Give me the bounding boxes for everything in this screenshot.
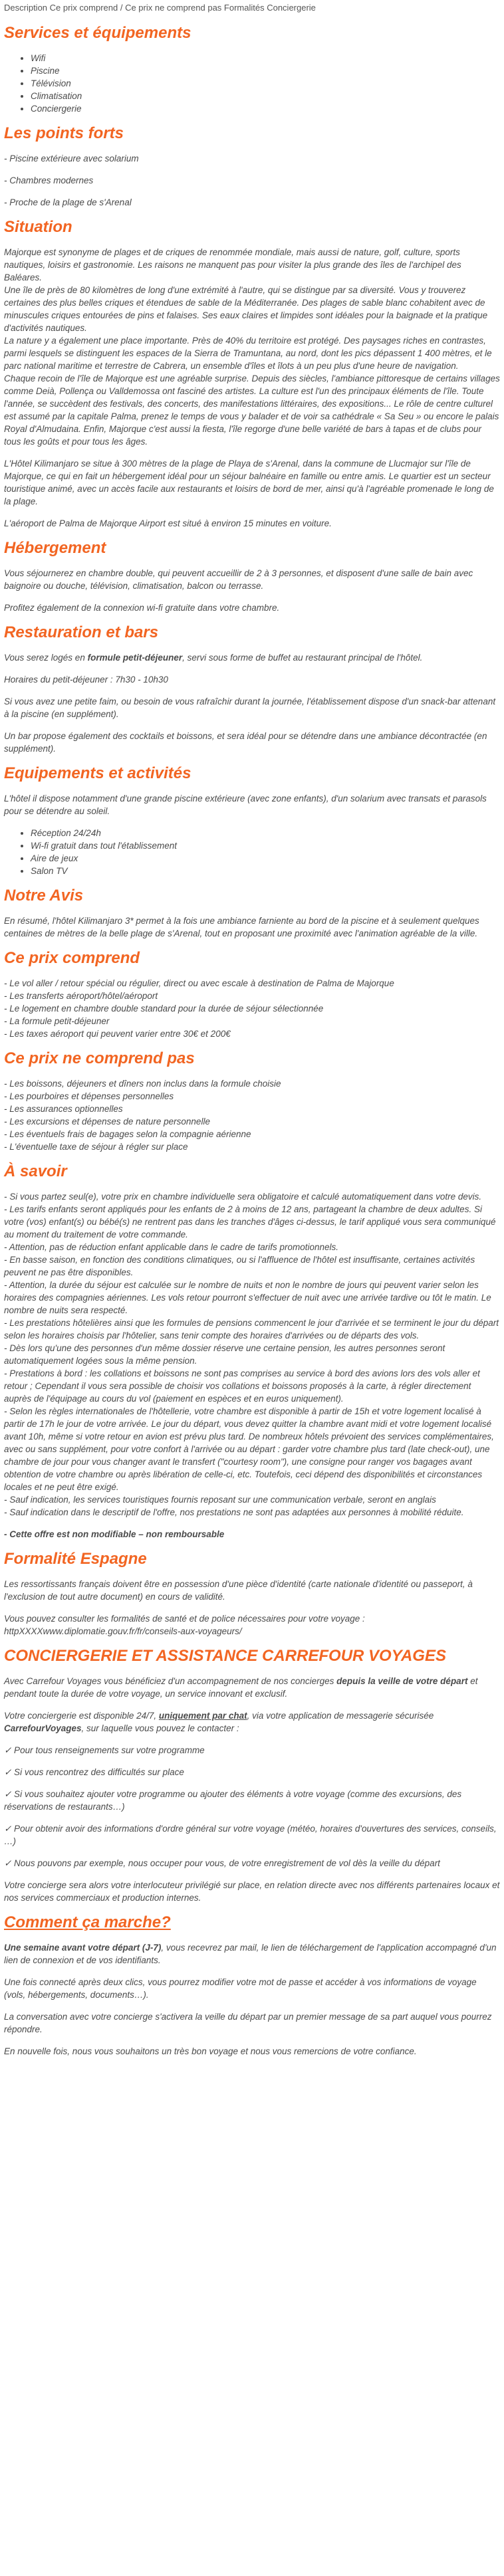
paragraph: Vous séjournerez en chambre double, qui peuvent accueillir de 2 à 3 personnes, et disposent d'une salle de bain avec baignoire ou douche, télévision, climatisation, balcon ou terrasse. (4, 568, 473, 591)
list-item: • Télévision (31, 77, 500, 90)
list-item: - Les prestations hôtelières ainsi que les formules de pensions commencent le jour d'arrivée et se terminent le jour du départ selon les horaires choisis par l'hôtelier, sans tenir compte des horaires d'arrivées ou de départs des vols. (4, 1318, 499, 1341)
equipements-list (4, 827, 500, 877)
list-item: • Climatisation (31, 90, 500, 102)
list-item: ✓ Pour obtenir avoir des informations d'ordre général sur votre voyage (météo, horaires d'ouvertures des services, conseils, …) (4, 1824, 497, 1846)
section-ne-comprend (4, 1049, 500, 1153)
list-item: - Dès lors qu'une des personnes d'un même dossier réserve une certaine pension, les autres personnes seront automatiquement logées sous la même pension. (4, 1343, 445, 1366)
paragraph: Un bar propose également des cocktails et boissons, et sera idéal pour se détendre dans une ambiance décontractée (en supplément). (4, 731, 487, 754)
list-item: - Sauf indication, les services touristiques fournis reposant sur une communication verbale, seront en anglais (4, 1495, 436, 1505)
paragraph: Une semaine avant votre départ (J-7), vous recevrez par mail, le lien de téléchargement de l'application accompagné d'un lien de connexion et de vos identifiants. (4, 1943, 497, 1965)
paragraph: Horaires du petit-déjeuner : 7h30 - 10h30 (4, 675, 168, 685)
list-item: - Selon les règles internationales de l'hôtellerie, votre chambre est disponible à partir de 15h et votre logement localisé à partir de 17h le jour de votre arrivée. Le jour du départ, vous devez quitter la chambre avant midi et votre logement localisé avant 10h, même si votre retour en avion est prévu plus tard. De nombreux hôtels prévoient des services complémentaires, avec ou sans supplément, pour votre confort à l'arrivée ou au départ : garder votre chambre plus tard (late check-out), une chambre de jour pour vous changer avant le transfert ("courtesy room"), une consigne pour ranger vos bagages avant obtention de votre chambre ou après libération de celle-ci, etc. Toutefois, ceci dépend des disponibilités et circonstances locales et ne peut être exigé. (4, 1406, 494, 1492)
paragraph: En résumé, l'hôtel Kilimanjaro 3* permet à la fois une ambiance farniente au bord de la piscine et à seulement quelques centaines de mètres de la belle plage de s'Arenal, tout en proposant une proximité avec l'animation agréable de la ville. (4, 916, 479, 938)
list-item: ✓ Si vous souhaitez ajouter votre programme ou ajouter des éléments à votre voyage (comme des excursions, des réservations de restaurants…) (4, 1789, 462, 1812)
list-item: • Réception 24/24h (31, 827, 500, 839)
services-list (4, 52, 500, 115)
paragraph: L'hôtel il dispose notamment d'une grande piscine extérieure (avec zone enfants), d'un solarium avec transats et parasols pour se détendre au soleil. (4, 794, 487, 816)
paragraph: Vous serez logés en formule petit-déjeuner, servi sous forme de buffet au restaurant principal de l'hôtel. (4, 653, 423, 663)
section-restauration (4, 623, 500, 755)
breadcrumb: Description Ce prix comprend / Ce prix ne comprend pas Formalités Conciergerie (4, 3, 316, 13)
section-comprend (4, 949, 500, 1040)
paragraph: L'Hôtel Kilimanjaro se situe à 300 mètres de la plage de Playa de s'Arenal, dans la commune de Llucmajor sur l'île de Majorque, ce qui en fait un hébergement idéal pour un séjour balnéaire en famille ou entre amis. Le quartier est un secteur touristique animé, avec un accès facile aux restaurants et loisirs de bord de mer, ainsi qu'à l'agréable promenade le long de la plage. (4, 459, 494, 506)
list-item: - Les excursions et dépenses de nature personnelle (4, 1117, 210, 1127)
list-item: ✓ Nous pouvons par exemple, nous occuper pour vous, de votre enregistrement de vol dès la veille du départ (4, 1858, 440, 1868)
list-item: • Wi-fi gratuit dans tout l'établissement (31, 839, 500, 852)
conciergerie-title: CONCIERGERIE ET ASSISTANCE CARREFOUR VOYAGES (4, 1647, 446, 1665)
equipements-title: Equipements et activités (4, 764, 191, 782)
avis-title: Notre Avis (4, 887, 84, 905)
list-item: • Salon TV (31, 865, 500, 877)
list-item: - En basse saison, en fonction des conditions climatiques, ou si l'affluence de l'hôtel est insuffisante, certaines activités peuvent ne pas être disponibles. (4, 1255, 475, 1277)
list-item: - Chambres modernes (4, 175, 94, 185)
paragraph: L'aéroport de Palma de Majorque Airport est situé à environ 15 minutes en voiture. (4, 518, 332, 528)
paragraph: Une fois connecté après deux clics, vous pourrez modifier votre mot de passe et accéder à vos informations de voyage (vols, hébergements, documents…). (4, 1977, 477, 2000)
list-item: - Le logement en chambre double standard pour la durée de séjour sélectionnée (4, 1004, 324, 1014)
section-situation (4, 218, 500, 530)
list-item: - Si vous partez seul(e), votre prix en chambre individuelle sera obligatoire et calculé automatiquement dans votre devis. (4, 1192, 482, 1202)
paragraph: Profitez également de la connexion wi-fi gratuite dans votre chambre. (4, 603, 280, 613)
list-item: - Les transferts aéroport/hôtel/aéroport (4, 991, 158, 1001)
section-conciergerie (4, 1647, 500, 1904)
section-hebergement (4, 539, 500, 614)
list-item: • Piscine (31, 64, 500, 77)
hebergement-title: Hébergement (4, 539, 106, 557)
paragraph: Une île de près de 80 kilomètres de long d'une extrémité à l'autre, qui se distingue par sa diversité. Vous y trouverez certaines des plus belles criques et étendues de sable de la Méditerranée. Des plages de sable blanc cohabitent avec de minuscules criques entourées de pins et falaises. Ses eaux claires et limpides sont idéales pour la baignade et la pratique d'activités nautiques. (4, 285, 488, 333)
situation-title: Situation (4, 218, 72, 236)
list-item: - Le vol aller / retour spécial ou régulier, direct ou avec escale à destination de Palma de Majorque (4, 978, 394, 988)
list-item: - Les pourboires et dépenses personnelles (4, 1091, 174, 1101)
comment-title: Comment ça marche? (4, 1913, 171, 1931)
section-points-forts (4, 124, 500, 209)
services-title: Services et équipements (4, 24, 191, 42)
section-services (4, 24, 500, 115)
section-comment (4, 1913, 500, 2058)
list-item: - Attention, la durée du séjour est calculée sur le nombre de nuits et non le nombre de jours qui peuvent varier selon les horaires des compagnies aériennes. Les vols retour pourront s'effectuer de nuit avec une arrivée tardive ou tôt le matin. Le nombre de nuits sera respecté. (4, 1280, 491, 1315)
savoir-title: À savoir (4, 1162, 67, 1180)
list-item: - Sauf indication dans le descriptif de l'offre, nos prestations ne sont pas adaptées aux personnes à mobilité réduite. (4, 1507, 464, 1517)
paragraph: Vous pouvez consulter les formalités de santé et de police nécessaires pour votre voyage : (4, 1614, 365, 1624)
list-item: - Les taxes aéroport qui peuvent varier entre 30€ et 200€ (4, 1029, 231, 1039)
non-modifiable-note: - Cette offre est non modifiable – non remboursable (4, 1529, 225, 1539)
list-item: - Les tarifs enfants seront appliqués pour les enfants de 2 à moins de 12 ans, partageant la chambre de deux adultes. Si votre (vos) enfant(s) ou bébé(s) ne rentrent pas dans les tranches d'âges ci-dessus, le tarif appliqué vous sera communiqué au moment du traitement de votre commande. (4, 1204, 496, 1239)
section-formalite (4, 1550, 500, 1638)
paragraph: La conversation avec votre concierge s'activera la veille du départ par un premier message de sa part auquel vous pourrez répondre. (4, 2012, 492, 2034)
list-item: • Conciergerie (31, 102, 500, 115)
restauration-title: Restauration et bars (4, 623, 159, 641)
paragraph: Votre concierge sera alors votre interlocuteur privilégié sur place, en relation directe avec nos différents partenaires locaux et nos services commerciaux et production internes. (4, 1880, 500, 1903)
paragraph: Votre conciergerie est disponible 24/7, uniquement par chat, via votre application de messagerie sécurisée CarrefourVoyages, sur laquelle vous pouvez le contacter : (4, 1711, 434, 1733)
list-item: - Piscine extérieure avec solarium (4, 154, 139, 163)
paragraph: En nouvelle fois, nous vous souhaitons un très bon voyage et nous vous remercions de votre confiance. (4, 2046, 417, 2056)
list-item: - Les boissons, déjeuners et dîners non inclus dans la formule choisie (4, 1079, 281, 1089)
comprend-title: Ce prix comprend (4, 949, 140, 967)
list-item: ✓ Pour tous renseignements sur votre programme (4, 1745, 205, 1755)
formalite-link[interactable]: httpXXXXwww.diplomatie.gouv.fr/fr/conseils-aux-voyageurs/ (4, 1626, 242, 1636)
paragraph: Chaque recoin de l'île de Majorque est une agréable surprise. Depuis des siècles, l'ambiance pittoresque de certains villages comme Deià, Pollença ou Valldemossa ont fasciné des artistes. La culture est l'un des principaux éléments de l'île. Toute l'année, se succèdent des festivals, des concerts, des manifestations littéraires, des expositions... Le rôle de centre culturel est assumé par la capitale Palma, prenez le temps de vous y balader et de voir sa cathédrale « Sa Seu » ou encore le palais Royal d'Almudaina. Enfin, Majorque c'est aussi la fiesta, l'île regorge d'une belle variété de bars à tapas et de clubs pour tous les goûts et pour tous les âges. (4, 374, 500, 447)
list-item: • Wifi (31, 52, 500, 64)
points-forts-title: Les points forts (4, 124, 124, 142)
section-equipements (4, 764, 500, 877)
paragraph: Si vous avez une petite faim, ou besoin de vous rafraîchir durant la journée, l'établissement dispose d'un snack-bar attenant à la piscine (en supplément). (4, 697, 496, 719)
paragraph: Avec Carrefour Voyages vous bénéficiez d'un accompagnement de nos concierges depuis la veille de votre départ et pendant toute la durée de votre voyage, un service innovant et exclusif. (4, 1676, 478, 1699)
list-item: - Les assurances optionnelles (4, 1104, 123, 1114)
list-item: • Aire de jeux (31, 852, 500, 865)
list-item: - Proche de la plage de s'Arenal (4, 197, 132, 207)
list-item: ✓ Si vous rencontrez des difficultés sur place (4, 1767, 184, 1777)
section-avis (4, 887, 500, 940)
list-item: - Prestations à bord : les collations et boissons ne sont pas comprises au service à bord des avions lors des vols aller et retour ; Cependant il vous sera possible de choisir vos collations et boissons proposés à la carte, à régler directement auprès de l'équipage au cours du vol (paiement en espèces et en euros uniquement). (4, 1368, 480, 1404)
ne-comprend-title: Ce prix ne comprend pas (4, 1049, 195, 1067)
list-item: - Attention, pas de réduction enfant applicable dans le cadre de tarifs promotionnels. (4, 1242, 339, 1252)
paragraph: Majorque est synonyme de plages et de criques de renommée mondiale, mais aussi de nature, golf, culture, sports nautiques, loisirs et gastronomie. Les raisons ne manquent pas pour visiter la plus grande des îles de l'archipel des Baléares. (4, 247, 461, 282)
paragraph: La nature y a également une place importante. Près de 40% du territoire est protégé. Des paysages riches en contrastes, parmi lesquels se distinguent les espaces de la Sierra de Tramuntana, au nord, dont les pics dépassent 1 400 mètres, et le parc national maritime et terrestre de Cabrera, un ensemble d'îles et îlots à un peu plus d'une heure de navigation. (4, 336, 492, 371)
formalite-title: Formalité Espagne (4, 1550, 147, 1568)
list-item: - Les éventuels frais de bagages selon la compagnie aérienne (4, 1129, 251, 1139)
section-savoir (4, 1162, 500, 1541)
list-item: - L'éventuelle taxe de séjour à régler sur place (4, 1142, 188, 1152)
paragraph: Les ressortissants français doivent être en possession d'une pièce d'identité (carte nationale d'identité ou passeport, à l'exclusion de tout autre document) en cours de validité. (4, 1579, 473, 1602)
list-item: - La formule petit-déjeuner (4, 1016, 110, 1026)
